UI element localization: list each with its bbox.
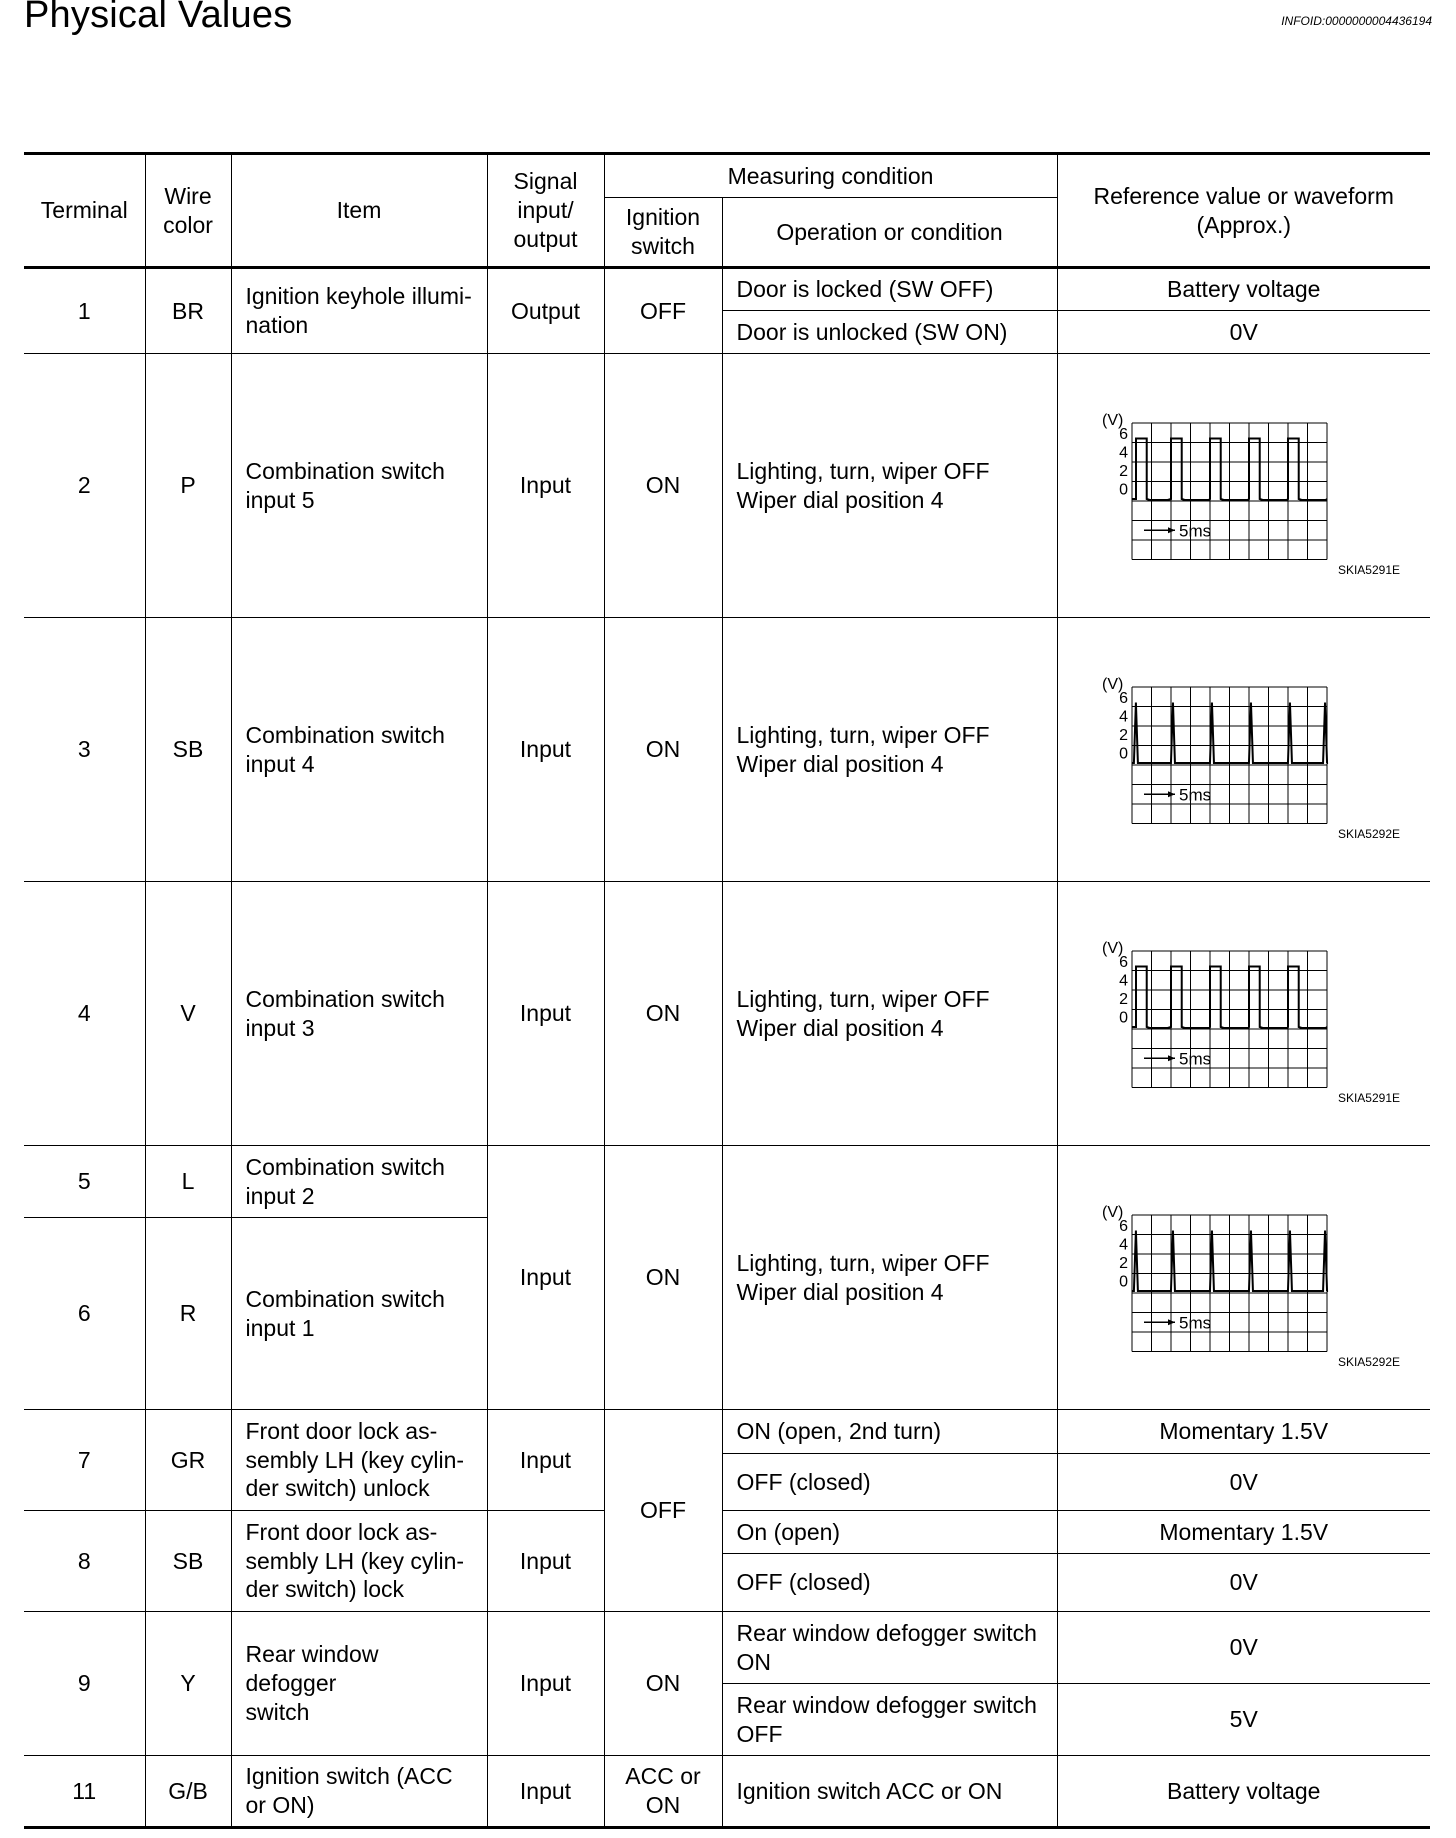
waveform-code: SKIA5292E — [1337, 1355, 1400, 1370]
text-line: input 1 — [245, 1314, 315, 1341]
text-line: color — [163, 211, 213, 238]
text-line: input 3 — [245, 1014, 315, 1041]
operation-cell — [722, 354, 1057, 618]
table-row — [24, 354, 1430, 618]
waveform-grid — [1132, 687, 1327, 824]
operation-cell: Door is unlocked (SW ON) — [722, 311, 1057, 354]
text-line: Rear window defogger switch — [736, 1619, 1037, 1646]
item-cell — [231, 1511, 487, 1612]
text-line: output — [513, 225, 578, 252]
waveform-y-tick: 0 — [1118, 745, 1128, 763]
operation-cell: ON (open, 2nd turn) — [722, 1410, 1057, 1454]
header-wire-color — [145, 154, 231, 268]
text-line: Wiper dial position 4 — [736, 486, 944, 513]
reference-cell: 0V — [1057, 311, 1430, 354]
text-line: Wiper dial position 4 — [736, 750, 944, 777]
text-line: Combination switch — [245, 457, 445, 484]
info-id: INFOID:0000000004436194 — [1281, 14, 1432, 28]
table-row — [24, 268, 1430, 311]
waveform-code: SKIA5291E — [1337, 1091, 1400, 1106]
terminal-cell: 2 — [24, 354, 145, 618]
text-line: der switch) lock — [245, 1576, 404, 1603]
reference-cell: Battery voltage — [1057, 1756, 1430, 1828]
operation-cell — [722, 1146, 1057, 1410]
header-item: Item — [231, 154, 487, 268]
waveform-graph — [1072, 1185, 1332, 1355]
text-line: Lighting, turn, wiper OFF — [736, 457, 990, 484]
header-operation: Operation or condition — [722, 198, 1057, 268]
item-cell — [231, 1756, 487, 1828]
text-line: der switch) unlock — [245, 1475, 430, 1502]
waveform-unit: (V) — [1101, 675, 1123, 693]
terminal-cell: 8 — [24, 1511, 145, 1612]
operation-cell: On (open) — [722, 1511, 1057, 1554]
table-row — [24, 1612, 1430, 1684]
text-line: Front door lock as- — [245, 1417, 438, 1444]
terminal-cell: 3 — [24, 618, 145, 882]
text-line: Ignition switch (ACC — [245, 1763, 453, 1790]
table-row — [24, 1410, 1430, 1454]
signal-cell: Input — [487, 882, 604, 1146]
item-cell — [231, 1146, 487, 1218]
item-cell — [231, 618, 487, 882]
reference-cell: Momentary 1.5V — [1057, 1511, 1430, 1554]
ignition-cell: ON — [604, 354, 722, 618]
text-line: ON — [736, 1648, 771, 1675]
waveform-y-tick: 0 — [1118, 1273, 1128, 1291]
wire-color-cell: P — [145, 354, 231, 618]
reference-cell: Momentary 1.5V — [1057, 1410, 1430, 1454]
wire-color-cell: SB — [145, 618, 231, 882]
text-line: Combination switch — [245, 1285, 445, 1312]
terminal-cell: 1 — [24, 268, 145, 354]
text-line: Lighting, turn, wiper OFF — [736, 721, 990, 748]
terminal-cell: 6 — [24, 1218, 145, 1410]
waveform-time-label: 5ms — [1178, 784, 1211, 804]
waveform-unit: (V) — [1101, 939, 1123, 957]
reference-cell: 0V — [1057, 1454, 1430, 1511]
terminal-cell: 9 — [24, 1612, 145, 1756]
waveform-y-tick: 6 — [1118, 425, 1128, 443]
text-line: ACC or — [625, 1763, 701, 1790]
text-line: switch — [631, 233, 695, 259]
ignition-cell: ON — [604, 1146, 722, 1410]
text-line: Signal — [513, 168, 578, 195]
waveform-unit: (V) — [1101, 1203, 1123, 1221]
waveform-cell — [1057, 618, 1430, 882]
text-line: or ON) — [245, 1792, 315, 1818]
wire-color-cell: G/B — [145, 1756, 231, 1828]
waveform-y-tick: 4 — [1118, 444, 1128, 462]
waveform-y-tick: 6 — [1118, 953, 1128, 971]
signal-cell: Input — [487, 618, 604, 882]
header-ignition-switch — [604, 198, 722, 268]
text-line: Rear window defogger — [245, 1641, 379, 1697]
text-line: sembly LH (key cylin- — [245, 1547, 465, 1574]
text-line: Wiper dial position 4 — [736, 1014, 944, 1041]
waveform-code: SKIA5291E — [1337, 563, 1400, 578]
waveform-grid — [1132, 1215, 1327, 1352]
waveform-y-tick: 2 — [1118, 990, 1128, 1008]
item-cell — [231, 1612, 487, 1756]
waveform-graph — [1072, 657, 1332, 827]
text-line: OFF — [736, 1720, 783, 1747]
signal-cell: Input — [487, 1511, 604, 1612]
wire-color-cell: SB — [145, 1511, 231, 1612]
operation-cell — [722, 882, 1057, 1146]
text-line: input 5 — [245, 486, 315, 513]
text-line: input 4 — [245, 750, 315, 777]
waveform-cell — [1057, 882, 1430, 1146]
wire-color-cell: GR — [145, 1410, 231, 1511]
text-line: switch — [245, 1698, 310, 1725]
ignition-cell — [604, 1756, 722, 1828]
item-cell — [231, 1410, 487, 1511]
signal-cell: Output — [487, 268, 604, 354]
text-line: Rear window defogger switch — [736, 1691, 1037, 1718]
wire-color-cell: R — [145, 1218, 231, 1410]
text-line: Wire — [164, 182, 212, 209]
text-line: Combination switch — [245, 721, 445, 748]
operation-cell: OFF (closed) — [722, 1554, 1057, 1612]
waveform-y-tick: 4 — [1118, 1236, 1128, 1254]
table-row — [24, 1756, 1430, 1828]
header-reference — [1057, 154, 1430, 268]
page-title: Physical Values — [24, 0, 293, 36]
text-line: ON — [645, 1792, 681, 1818]
item-cell — [231, 882, 487, 1146]
reference-cell: 0V — [1057, 1554, 1430, 1612]
signal-cell: Input — [487, 1410, 604, 1511]
signal-cell: Input — [487, 1756, 604, 1828]
wire-color-cell: V — [145, 882, 231, 1146]
waveform-y-tick: 2 — [1118, 726, 1128, 744]
operation-cell: Door is locked (SW OFF) — [722, 268, 1057, 311]
text-line: Ignition keyhole illumi- — [245, 283, 472, 310]
reference-cell: Battery voltage — [1057, 268, 1430, 311]
text-line: Reference value or waveform — [1093, 182, 1394, 209]
header-signal — [487, 154, 604, 268]
header-measuring-condition: Measuring condition — [604, 154, 1057, 198]
waveform-cell — [1057, 354, 1430, 618]
text-line: Lighting, turn, wiper OFF — [736, 985, 990, 1012]
item-cell — [231, 354, 487, 618]
operation-cell: OFF (closed) — [722, 1454, 1057, 1511]
waveform-y-tick: 0 — [1118, 1009, 1128, 1027]
signal-cell: Input — [487, 1612, 604, 1756]
wire-color-cell: L — [145, 1146, 231, 1218]
operation-cell: Ignition switch ACC or ON — [722, 1756, 1057, 1828]
ignition-cell: OFF — [604, 1410, 722, 1612]
text-line: (Approx.) — [1196, 211, 1292, 238]
text-line: Combination switch — [245, 1153, 445, 1180]
waveform-y-tick: 2 — [1118, 462, 1128, 480]
table-row — [24, 1146, 1430, 1218]
waveform-code: SKIA5292E — [1337, 827, 1400, 842]
table-row — [24, 618, 1430, 882]
wire-color-cell: BR — [145, 268, 231, 354]
waveform-time-label: 5ms — [1178, 1048, 1211, 1068]
terminal-cell: 7 — [24, 1410, 145, 1511]
waveform-cell — [1057, 1146, 1430, 1410]
ignition-cell: ON — [604, 882, 722, 1146]
waveform-y-tick: 4 — [1118, 972, 1128, 990]
text-line: Lighting, turn, wiper OFF — [736, 1249, 990, 1276]
item-cell — [231, 268, 487, 354]
terminal-cell: 11 — [24, 1756, 145, 1828]
text-line: Front door lock as- — [245, 1518, 438, 1545]
reference-cell: 0V — [1057, 1612, 1430, 1684]
reference-cell: 5V — [1057, 1684, 1430, 1756]
text-line: sembly LH (key cylin- — [245, 1446, 465, 1473]
table-row — [24, 882, 1430, 1146]
header-terminal: Terminal — [24, 154, 145, 268]
signal-cell: Input — [487, 1146, 604, 1410]
waveform-y-tick: 0 — [1118, 481, 1128, 499]
ignition-cell: ON — [604, 1612, 722, 1756]
waveform-unit: (V) — [1101, 411, 1123, 429]
terminal-cell: 5 — [24, 1146, 145, 1218]
ignition-cell: ON — [604, 618, 722, 882]
text-line: Ignition — [625, 204, 701, 231]
ignition-cell: OFF — [604, 268, 722, 354]
terminal-cell: 4 — [24, 882, 145, 1146]
waveform-time-label: 5ms — [1178, 520, 1211, 540]
text-line: Combination switch — [245, 985, 445, 1012]
operation-cell — [722, 618, 1057, 882]
physical-values-table — [24, 152, 1430, 1829]
signal-cell: Input — [487, 354, 604, 618]
waveform-y-tick: 4 — [1118, 708, 1128, 726]
table-row — [24, 1511, 1430, 1554]
wire-color-cell: Y — [145, 1612, 231, 1756]
item-cell — [231, 1218, 487, 1410]
waveform-y-tick: 2 — [1118, 1254, 1128, 1272]
operation-cell — [722, 1612, 1057, 1684]
operation-cell — [722, 1684, 1057, 1756]
text-line: Wiper dial position 4 — [736, 1278, 944, 1305]
waveform-y-tick: 6 — [1118, 1217, 1128, 1235]
text-line: nation — [245, 312, 309, 338]
waveform-y-tick: 6 — [1118, 689, 1128, 707]
waveform-time-label: 5ms — [1178, 1312, 1211, 1332]
text-line: input/ — [517, 197, 574, 224]
text-line: input 2 — [245, 1182, 315, 1209]
waveform-graph — [1072, 393, 1332, 563]
waveform-graph — [1072, 921, 1332, 1091]
